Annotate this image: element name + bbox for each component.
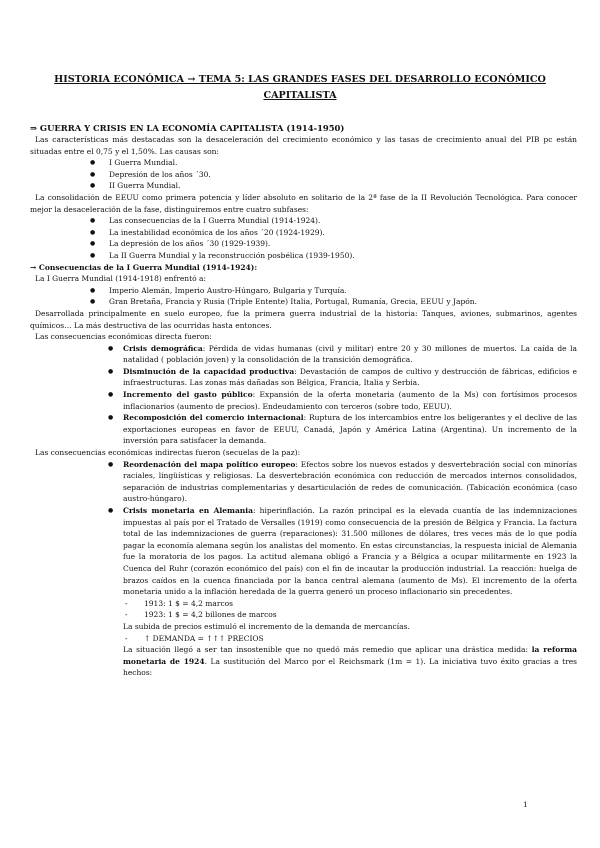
paragraph-direct-intro: Las consecuencias económicas directa fueron: [35, 332, 212, 342]
bullet-icon: ● [108, 367, 114, 375]
dash-icon: - [125, 598, 128, 608]
paragraph-consolidation: La consolidación de EEUU como primera potencia y líder absoluto en solitario de la 2ª fase de la II Revolución Tecnológica. Para conocer mejor la desaceleración de la fase, distinguiremos entre cuatro subfases: [30, 192, 577, 214]
exchange-rate-list [30, 598, 577, 621]
bullet-icon: ● [108, 344, 114, 352]
bullet-icon: ● [108, 507, 114, 514]
bullet-icon: ● [90, 182, 96, 190]
paragraph-prices: La subida de precios estimuló el incremento de la demanda de mercancías. [123, 621, 410, 631]
list-item: ● II Guerra Mundial. [90, 181, 181, 191]
page-number: 1 [523, 800, 528, 809]
list-item: ● Gran Bretaña, Francia y Rusia (Triple Entente) Italia, Portugal, Rumanía, Grecia, EEUU y Japón. [90, 297, 477, 307]
list-item: ● Imperio Alemán, Imperio Austro-Húngaro, Bulgaria y Turquía. [90, 285, 347, 295]
section-heading: ⇒ GUERRA Y CRISIS EN LA ECONOMÍA CAPITALISTA (1914-1950) [30, 123, 345, 133]
list-item: ● Reordenación del mapa político europeo: Efectos sobre los nuevos estados y desvertebración social con minorías raciales, lingüísticas y religiosas. La desvertebración económica con reducción de mercados internos consolidados, separación de industrias complementarias y desarticulación de redes de comunicación. (Tabicación económica (caso austro-húngaro). [108, 459, 577, 504]
bullet-icon: ● [90, 159, 96, 167]
list-item: ● Disminución de la capacidad productiva: Devastación de campos de cultivo y destrucción de fábricas, edificios e infraestructuras. Las zonas más dañadas son Bélgica, Francia, Italia y Serbia. [108, 366, 577, 388]
paragraph-industrial-war: Desarrollada principalmente en suelo europeo, fue la primera guerra industrial de la historia: Tanques, aviones, submarinos, agentes químicos… La más destructiva de las ocurridas hasta entonces. [30, 308, 577, 330]
causes-list [30, 157, 577, 192]
list-item: - 1913: 1 $ = 4,2 marcos [125, 598, 234, 608]
list-item: ● Depresión de los años ´30. [90, 169, 211, 179]
list-item: ● Crisis demográfica: Pérdida de vidas humanas (civil y militar) entre 20 y 30 millones de muertos. La caída de la natalidad ( población joven) y la consolidación de la transición demográfica. [108, 343, 577, 365]
bullet-icon: ● [108, 391, 114, 399]
paragraph-intro: Las características más destacadas son la desaceleración del crecimiento económico y las tasas de crecimiento anual del PIB pc están situadas entre el 0,75 y el 1,50%. Las causas son: [30, 135, 577, 156]
list-item: ● Incremento del gasto público: Expansión de la oferta monetaria (aumento de la Ms) con fortísimos procesos inflacionarios (aumento de precios). Endeudamiento con terceros (sobre todo, EEUU). [108, 390, 578, 411]
sides-list [30, 285, 577, 308]
list-item: ● Crisis monetaria en Alemania: hiperinflación. La razón principal es la elevada cuantía de las indemnizaciones impuestas al país por el Tratado de Versalles (1919) como consecuencia de la presión de Bélgica y Francia. La factura total de las indemnizaciones de guerra (reparaciones): 31.500 millones de dólares, tres veces más de lo que podía pagar la economía alemana según los analistas del momento. En estas circunstancias, la respuesta inicial de Alemania fue la moratoria de los pagos. La actitud alemana obligó a Francia y a Bélgica a ocupar militarmente en 1923 la Cuenca del Ruhr (corazón económico del país) con el fin de incautar la producción industrial. La reacción: huelga de brazos caídos en la cuenca financiada por la banca central alemana (aumento de Ms). El incremento de la oferta monetaria unido a la inflación heredada de la guerra generó un proceso inflacionario sin precedentes. [108, 506, 577, 597]
list-item: ● La depresión de los años ´30 (1929-1939). [90, 239, 271, 249]
list-item: ● Recomposición del comercio internacional: Ruptura de los intercambios entre los beligerantes y el declive de las exportaciones europeas en favor de EEUU, Canadá, Japón y América Latina (Argentina). Un incremento de la inversión para satisfacer la demanda. [108, 413, 577, 446]
indirect-consequences-list [30, 459, 577, 598]
bullet-icon: ● [90, 170, 96, 178]
direct-consequences-list [30, 343, 577, 447]
document-title [50, 72, 550, 104]
paragraph-reform: La situación llegó a ser tan insostenible que no quedó más remedio que aplicar una drástica medida: la reforma monetaria de 1924. La sustitución del Marco por el Reichsmark (1m = 1). La iniciativa tuvo éxito gracias a tres hechos: [123, 645, 577, 678]
paragraph-indirect-intro: Las consecuencias económicas indirectas fueron (secuelas de la paz): [35, 448, 301, 458]
dash-icon: - [125, 610, 128, 620]
list-item: ● I Guerra Mundial. [90, 158, 178, 168]
list-item: - 1923: 1 $ = 4,2 billones de marcos [125, 610, 277, 620]
paragraph-war: La I Guerra Mundial (1914-1918) enfrentó a: [35, 274, 207, 284]
bullet-icon: ● [90, 251, 96, 259]
list-item: ● Las consecuencias de la I Guerra Mundial (1914-1924). [90, 216, 321, 226]
bullet-icon: ● [108, 414, 114, 422]
bullet-icon: ● [90, 286, 96, 294]
subsection-heading: → Consecuencias de la I Guerra Mundial (1914-1924): [30, 262, 258, 272]
dash-icon: - [125, 633, 128, 643]
subphases-list [30, 215, 577, 261]
title-line-1: HISTORIA ECONÓMICA → TEMA 5: LAS GRANDES FASES DEL DESARROLLO ECONÓMICO [54, 74, 546, 85]
document-body [30, 122, 577, 679]
demand-list [30, 633, 577, 645]
list-item: - ↑ DEMANDA = ↑↑↑ PRECIOS [125, 633, 264, 643]
bullet-icon: ● [90, 228, 96, 236]
title-line-2: CAPITALISTA [263, 90, 337, 101]
bullet-icon: ● [108, 460, 114, 468]
list-item: ● La II Guerra Mundial y la reconstrucción posbélica (1939-1950). [90, 250, 355, 260]
bullet-icon: ● [90, 298, 96, 306]
bullet-icon: ● [90, 240, 96, 248]
bullet-icon: ● [90, 217, 96, 225]
list-item: ● La inestabilidad económica de los años ´20 (1924-1929). [90, 227, 325, 237]
